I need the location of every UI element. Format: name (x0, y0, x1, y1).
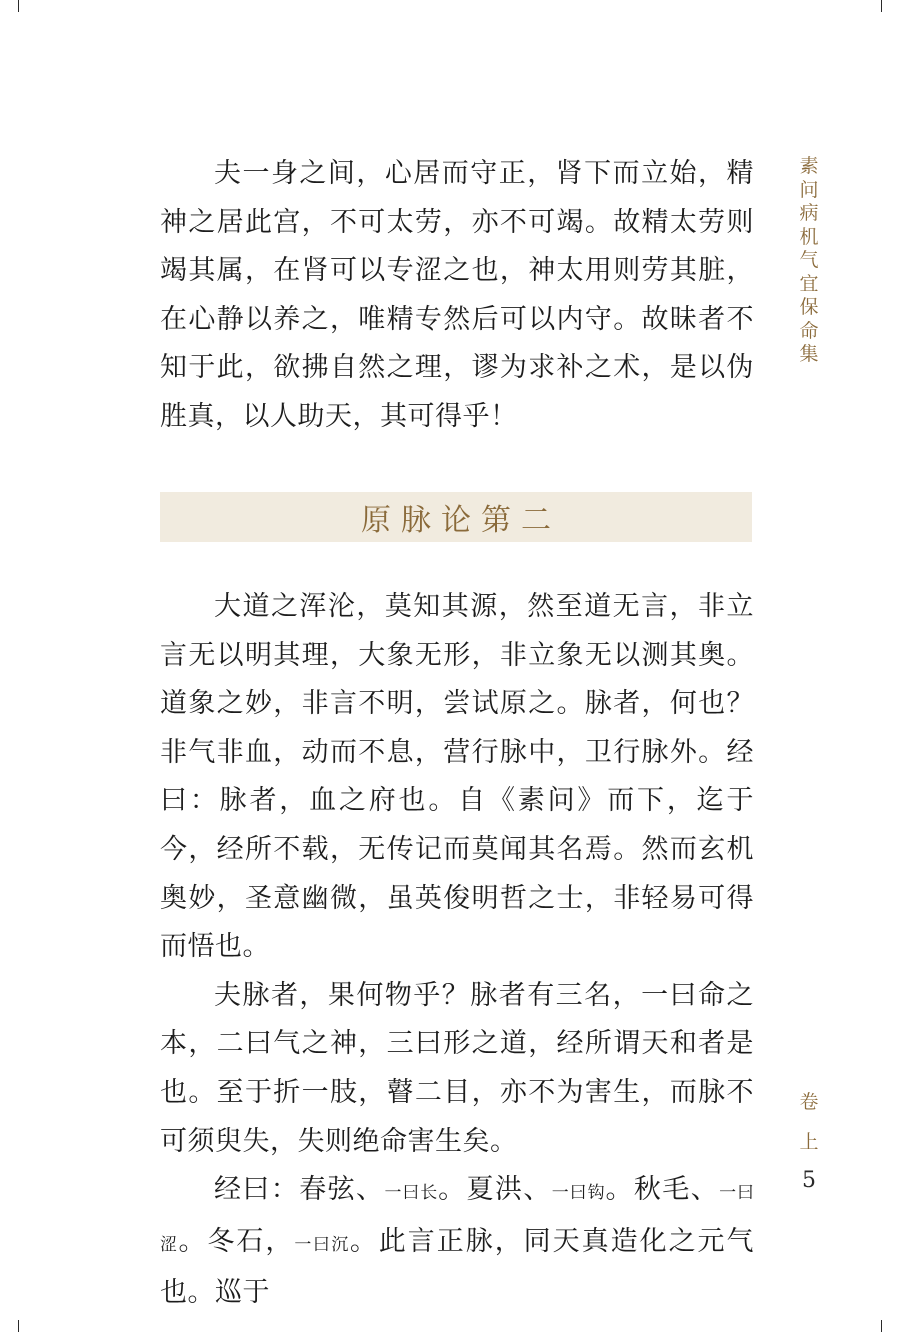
title-char: 保 (799, 296, 819, 318)
section-title: 原脉论第二 (361, 503, 561, 538)
section-heading-band (160, 492, 752, 542)
volume-label (797, 1082, 821, 1162)
page-number: 5 (802, 1168, 816, 1193)
crop-mark (18, 0, 19, 12)
text-run: 。秋毛、 (605, 1174, 720, 1206)
volume-char: 卷 (799, 1091, 819, 1113)
crop-mark (881, 0, 882, 12)
body-text-section (160, 583, 754, 1318)
title-char: 机 (799, 225, 819, 248)
title-char: 集 (799, 343, 819, 365)
inline-note: 一曰沉 (294, 1234, 350, 1255)
title-char: 素 (799, 155, 819, 177)
title-char: 气 (799, 249, 819, 271)
paragraph (160, 1166, 754, 1318)
text-run: 。冬石， (178, 1225, 295, 1257)
paragraph: 夫脉者，果何物乎？脉者有三名，一曰命之本，二曰气之神，三曰形之道，经所谓天和者是也。至于折一肢，瞽二目，亦不为害生，而脉不可须臾失，失则绝命害生矣。 (160, 979, 754, 1157)
title-char: 命 (799, 319, 819, 342)
text-run: 经曰：春弦、 (214, 1174, 385, 1206)
title-char: 病 (799, 202, 819, 224)
inline-note: 一曰长 (384, 1183, 439, 1204)
inline-note: 一曰涩 (160, 1183, 755, 1255)
title-char: 问 (799, 178, 819, 201)
crop-mark (18, 1320, 19, 1332)
running-book-title (797, 155, 821, 367)
text-run: 。夏洪、 (438, 1174, 552, 1206)
title-char: 宜 (799, 272, 819, 295)
crop-mark (881, 1320, 882, 1332)
paragraph: 夫一身之间，心居而守正，肾下而立始，精神之居此宫，不可太劳，亦不可竭。故精太劳则竭其属，在肾可以专涩之也，神太用则劳其脏，在心静以养之，唯精专然后可以内守。故昧者不知于此，欲拂自然之理，谬为求补之术，是以伪胜真，以人助天，其可得乎！ (160, 158, 754, 432)
volume-char: 上 (799, 1131, 819, 1153)
body-text-top (160, 150, 754, 442)
inline-note: 一曰钩 (551, 1183, 606, 1204)
text-run: 。此言正脉，同天真造化之元气也。巡于 (160, 1225, 755, 1309)
paragraph: 大道之浑沦，莫知其源，然至道无言，非立言无以明其理，大象无形，非立象无以测其奥。道象之妙，非言不明，尝试原之。脉者，何也？非气非血，动而不息，营行脉中，卫行脉外。经曰：脉者，血之府也。自《素问》而下，迄于今，经所不载，无传记而莫闻其名焉。然而玄机奥妙，圣意幽微，虽英俊明哲之士，非轻易可得而悟也。 (160, 591, 754, 963)
